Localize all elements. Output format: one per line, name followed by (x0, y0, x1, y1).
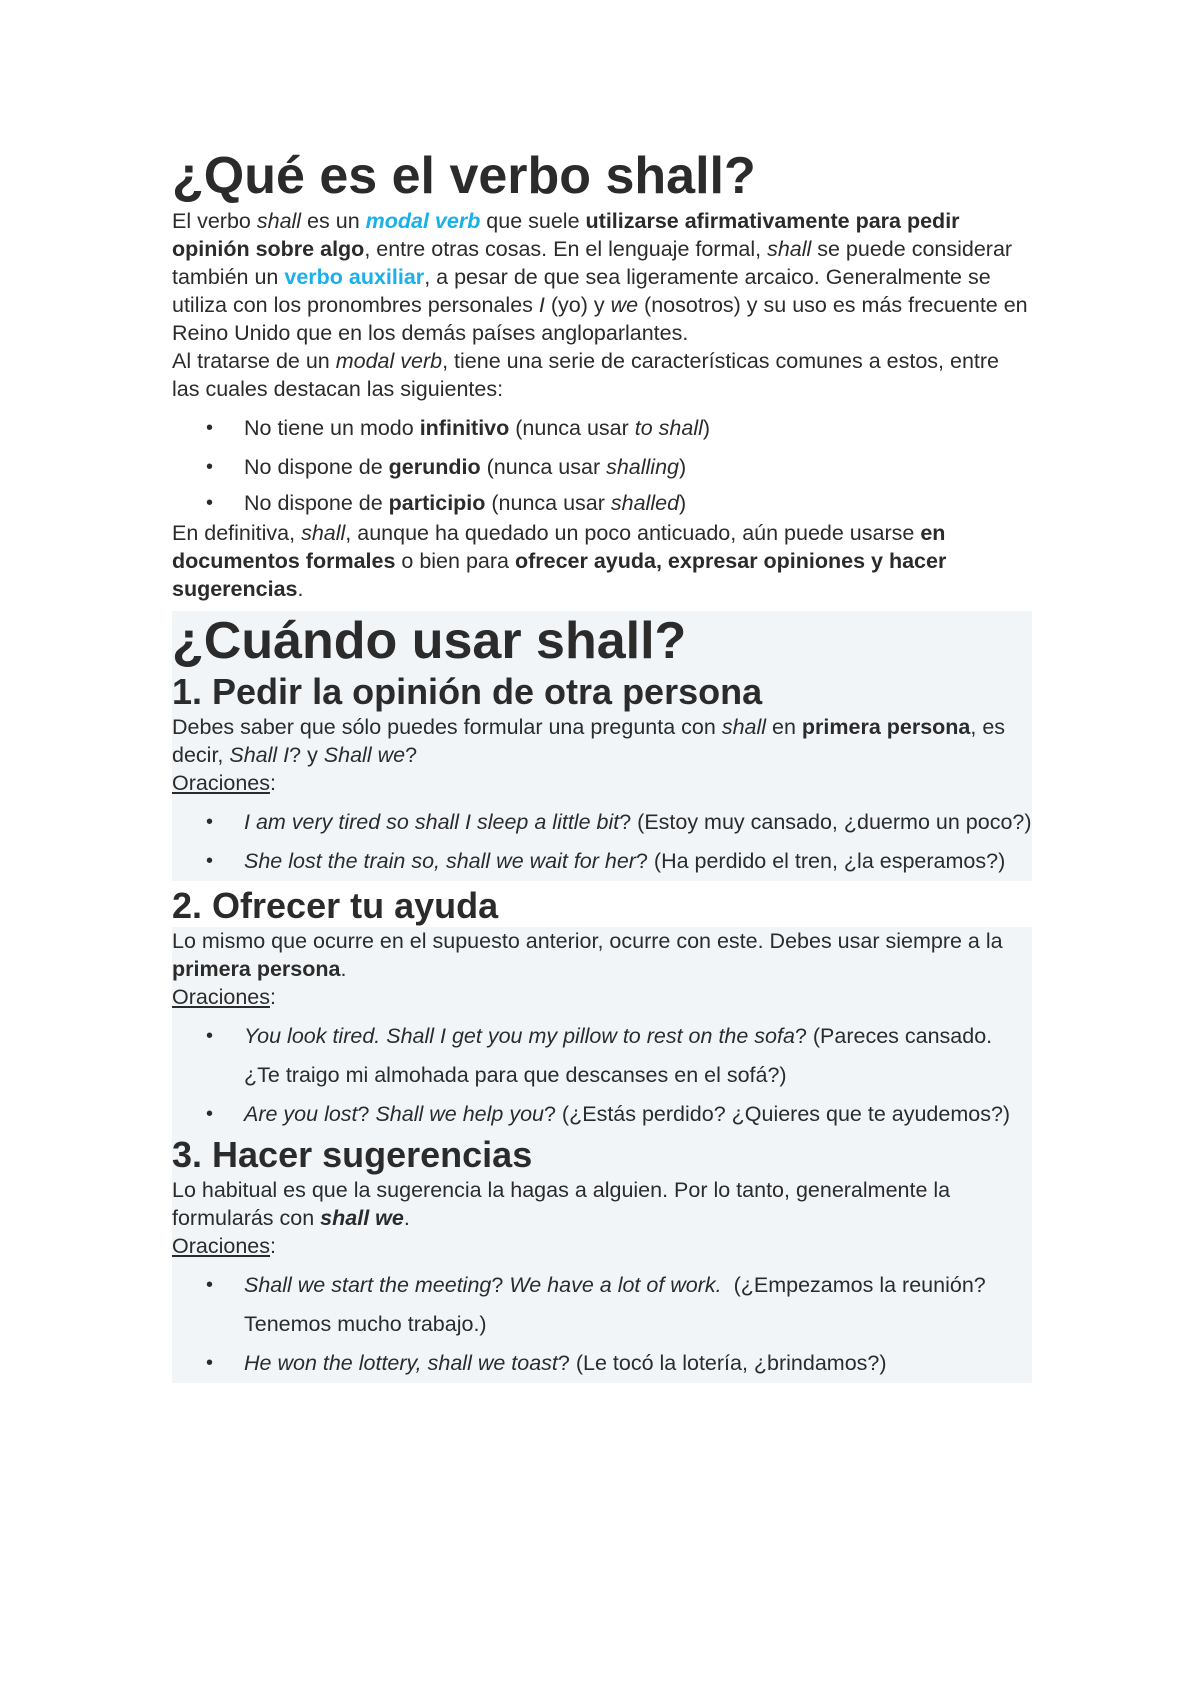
text: se puede considerar también un (172, 237, 1013, 290)
when-to-use-section (172, 611, 1032, 881)
section-2 (172, 881, 1032, 927)
section-2-body (172, 927, 1032, 1383)
list-item (244, 448, 1032, 487)
example-english: Shall we help you (375, 1102, 544, 1127)
text: ? ( (635, 849, 662, 874)
text: , aunque ha quedado un poco anticuado, aún puede usarse (345, 521, 921, 546)
text-italic: modal verb (335, 349, 443, 374)
example-spanish: ¿Estás perdido? ¿Quieres que te ayudemos?) (569, 1102, 1011, 1127)
intro-paragraph (172, 207, 1032, 347)
example-english: I am very tired so shall I sleep a little bit (244, 810, 620, 835)
text: ? (491, 1273, 510, 1298)
example-spanish: ¿Empezamos la reunión? Tenemos mucho trabajo.) (244, 1273, 986, 1337)
text-bold: utilizarse afirmativamente para pedir opinión sobre algo (172, 209, 960, 262)
text-italic: shall (301, 521, 346, 546)
text-bold: primera persona (172, 957, 341, 982)
text-bold: primera persona (801, 715, 971, 740)
text: (yo) y (544, 293, 611, 318)
subsection-heading-3: 3. Hacer sugerencias (172, 1134, 533, 1176)
example-english: She lost the train so, shall we wait for her (244, 849, 636, 874)
verbo-auxiliar-link[interactable]: verbo auxiliar (284, 265, 425, 290)
text-italic: shall (256, 209, 302, 234)
subsection-paragraph (172, 1176, 1032, 1232)
text: ? y (289, 743, 324, 768)
text-bold: infinitivo (419, 416, 510, 441)
examples-list (172, 1017, 1032, 1134)
text: ) (679, 455, 687, 480)
examples-label (172, 1232, 1032, 1260)
examples-label (172, 769, 1032, 797)
text: ) (679, 491, 687, 516)
example-item (244, 842, 1032, 881)
text: : (270, 771, 276, 796)
example-spanish: Pareces cansado. ¿Te traigo mi almohada para que descanses en el sofá?) (244, 1024, 993, 1088)
text-italic: we (610, 293, 639, 318)
examples-list (172, 1266, 1032, 1383)
modal-verb-link[interactable]: modal verb (365, 209, 481, 234)
example-spanish: Ha perdido el tren, ¿la esperamos?) (661, 849, 1006, 874)
example-spanish: Le tocó la lotería, ¿brindamos?) (583, 1351, 887, 1376)
example-english: You look tired. Shall I get you my pillow to rest on the sofa (244, 1024, 795, 1049)
text-italic: to shall (634, 416, 703, 441)
text: o bien para (395, 549, 515, 574)
example-spanish: Estoy muy cansado, ¿duermo un poco?) (644, 810, 1032, 835)
text-italic: I (538, 293, 545, 318)
page-title: ¿Qué es el verbo shall? (172, 147, 756, 205)
text-italic: shall (767, 237, 812, 262)
example-english: Shall we start the meeting (244, 1273, 492, 1298)
text: , a pesar de que sea ligeramente arcaico. Generalmente se utiliza con los pronombres personales (172, 265, 991, 318)
conclusion-paragraph (172, 519, 1032, 603)
text-bold: en documentos formales (172, 521, 946, 574)
text: (nunca usar (480, 455, 607, 480)
text: Al tratarse de un (172, 349, 336, 374)
text: No tiene un modo (244, 416, 420, 441)
text: es un (301, 209, 366, 234)
examples-label-text: Oraciones (172, 1234, 270, 1259)
text: ( (721, 1273, 741, 1298)
text: En definitiva, (172, 521, 302, 546)
subsection-paragraph (172, 713, 1032, 769)
text: ? (357, 1102, 376, 1127)
text-italic: shall (721, 715, 767, 740)
example-english: Are you lost (244, 1102, 358, 1127)
examples-label (172, 983, 1032, 1011)
text: No dispone de (244, 491, 389, 516)
text: ) (702, 416, 711, 441)
text-bold: gerundio (388, 455, 481, 480)
section-title: ¿Cuándo usar shall? (172, 612, 687, 671)
example-item (244, 803, 1032, 842)
text-italic: Shall I (229, 743, 290, 768)
text: , tiene una serie de características comunes a estos, entre las cuales destacan las siguientes: (172, 349, 999, 402)
text: , es decir, (172, 715, 1006, 768)
text: ? ( (794, 1024, 821, 1049)
example-english: We have a lot of work. (509, 1273, 722, 1298)
text-bold: ofrecer ayuda, expresar opiniones y hacer sugerencias (172, 549, 947, 602)
examples-label-text: Oraciones (172, 771, 270, 796)
text: (nosotros) y su uso es más frecuente en Reino Unido que en los demás países angloparlantes. (172, 293, 1028, 346)
text: que suele (480, 209, 586, 234)
example-item (244, 1266, 1032, 1344)
list-item (244, 409, 1032, 448)
text: Lo habitual es que la sugerencia la hagas a alguien. Por lo tanto, generalmente la formularás con (172, 1178, 951, 1231)
text: El verbo (172, 209, 257, 234)
text: Lo mismo que ocurre en el supuesto anterior, ocurre con este. Debes usar siempre a la (172, 929, 1003, 954)
example-item (244, 1017, 1032, 1095)
text: ? ( (544, 1102, 570, 1127)
text-italic: Shall we (323, 743, 406, 768)
text: ? ( (557, 1351, 583, 1376)
text: en (766, 715, 802, 740)
examples-label-text: Oraciones (172, 985, 270, 1010)
example-item (244, 1344, 1032, 1383)
text: : (270, 1234, 276, 1259)
intro-paragraph-2 (172, 347, 1032, 403)
text-italic: shalled (610, 491, 680, 516)
example-item (244, 1095, 1032, 1134)
example-english: He won the lottery, shall we toast (244, 1351, 558, 1376)
examples-list (172, 803, 1032, 881)
document-page (172, 148, 1032, 1383)
text-bold: participio (388, 491, 486, 516)
text: No dispone de (244, 455, 389, 480)
text: . (403, 1206, 410, 1231)
text: Debes saber que sólo puedes formular una pregunta con (172, 715, 722, 740)
text-italic: shalling (606, 455, 680, 480)
text: ? (405, 743, 418, 768)
text-bold-italic: shall we (320, 1206, 404, 1231)
list-item (244, 487, 1032, 519)
characteristics-list (172, 409, 1032, 519)
text: (nunca usar (509, 416, 635, 441)
subsection-paragraph (172, 927, 1032, 983)
subsection-heading-1: 1. Pedir la opinión de otra persona (172, 671, 763, 713)
text: ? ( (619, 810, 645, 835)
subsection-heading-2: 2. Ofrecer tu ayuda (172, 885, 499, 927)
text: (nunca usar (485, 491, 611, 516)
text: , entre otras cosas. En el lenguaje formal, (364, 237, 768, 262)
text: . (297, 577, 304, 602)
text: : (270, 985, 276, 1010)
text: . (340, 957, 347, 982)
